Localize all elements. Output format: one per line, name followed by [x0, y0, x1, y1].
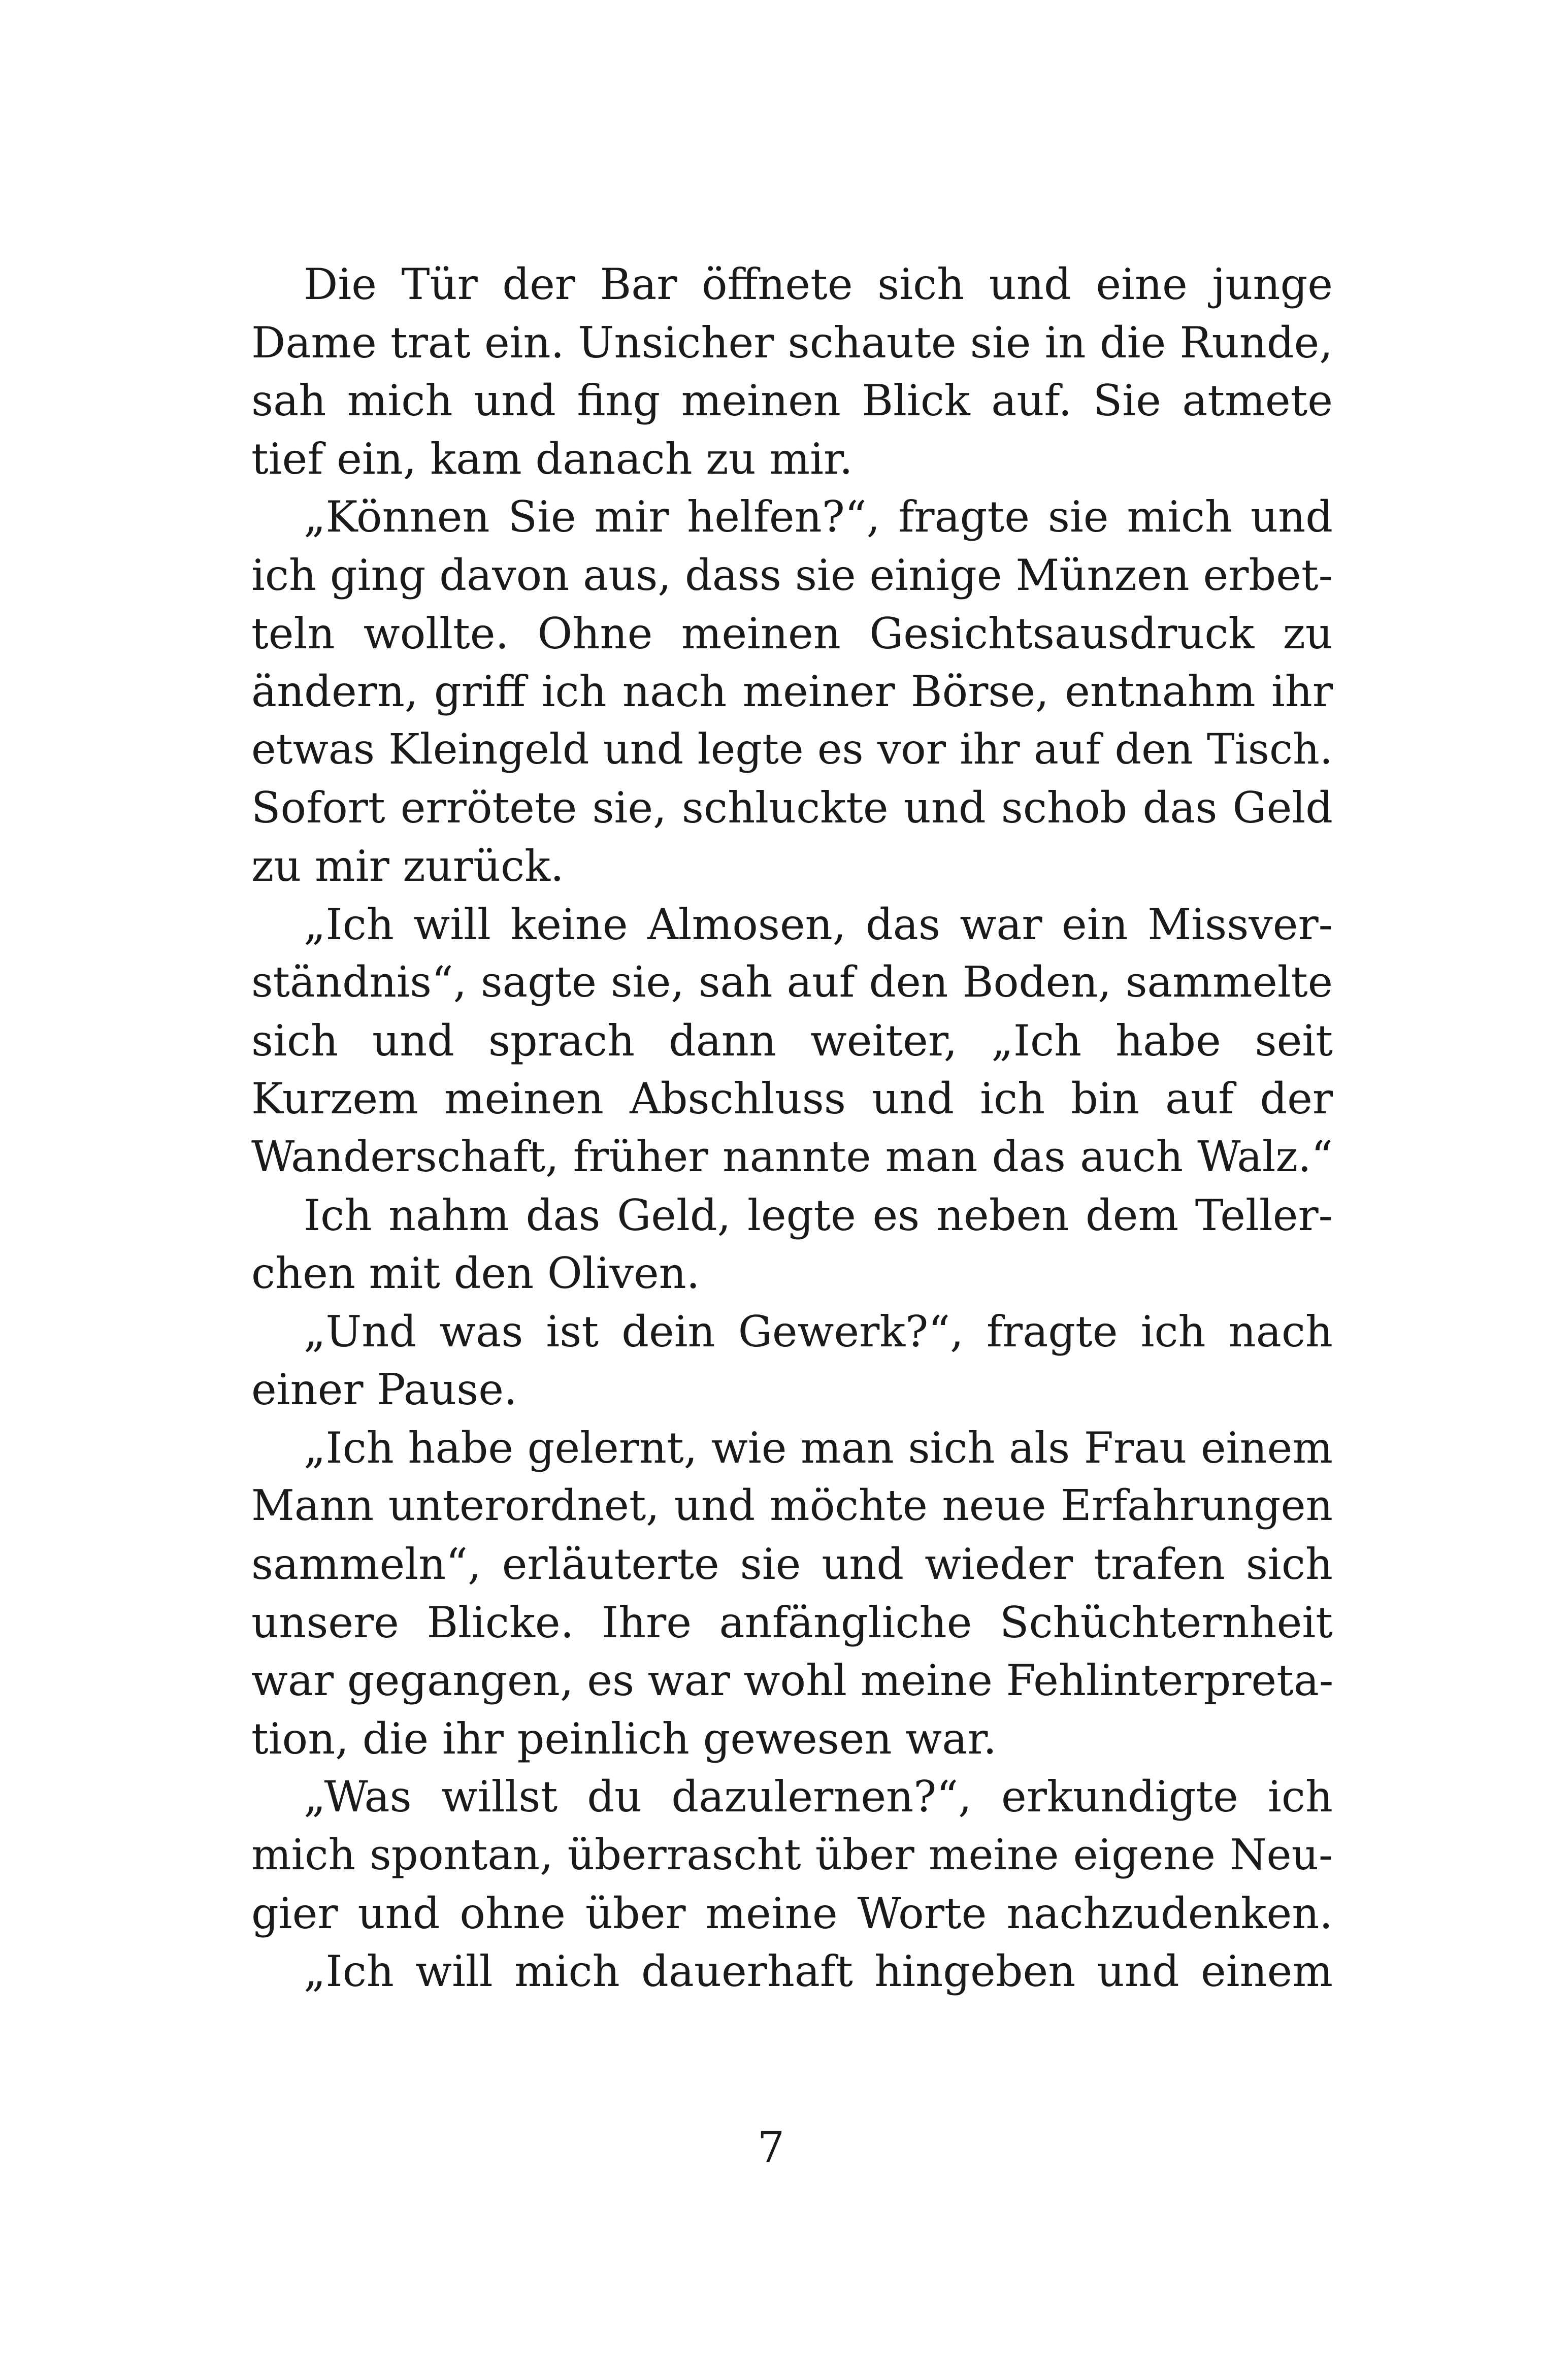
text-line: tion, die ihr peinlich gewesen war.: [251, 1713, 997, 1764]
text-line: „Ich habe gelernt, wie man sich als Frau einem: [304, 1423, 1333, 1473]
text-line: „Was willst du dazulernen?“, erkundigte ich: [304, 1772, 1333, 1822]
text-line: sah mich und fing meinen Blick auf. Sie atmete: [251, 376, 1333, 426]
text-line: „Ich will mich dauerhaft hingeben und einem: [304, 1946, 1333, 1997]
text-line: zu mir zurück.: [251, 841, 564, 891]
text-line: mich spontan, überrascht über meine eigene Neu-: [251, 1830, 1333, 1880]
body-text: [251, 255, 1333, 2001]
text-line: gier und ohne über meine Worte nachzudenken.: [251, 1888, 1333, 1938]
text-line: ich ging davon aus, dass sie einige Münzen erbet-: [251, 550, 1333, 600]
page-number: 7: [757, 2123, 785, 2172]
text-line: Dame trat ein. Unsicher schaute sie in die Runde,: [251, 317, 1333, 368]
text-line: „Können Sie mir helfen?“, fragte sie mich und: [304, 492, 1333, 542]
text-line: Sofort errötete sie, schluckte und schob das Geld: [251, 783, 1333, 833]
text-line: sammeln“, erläuterte sie und wieder trafen sich: [251, 1539, 1333, 1590]
text-line: etwas Kleingeld und legte es vor ihr auf den Tisch.: [251, 725, 1333, 774]
text-line: „Ich will keine Almosen, das war ein Missver-: [304, 899, 1333, 949]
text-line: Ich nahm das Geld, legte es neben dem Teller-: [304, 1190, 1333, 1240]
text-line: unsere Blicke. Ihre anfängliche Schüchternheit: [251, 1597, 1333, 1647]
text-line: tief ein, kam danach zu mir.: [251, 434, 853, 484]
text-line: Mann unterordnet, und möchte neue Erfahrungen: [251, 1481, 1333, 1531]
text-line: sich und sprach dann weiter, „Ich habe seit: [251, 1015, 1333, 1066]
text-line: Wanderschaft, früher nannte man das auch Walz.“: [251, 1132, 1333, 1181]
text-line: ständnis“, sagte sie, sah auf den Boden, sammelte: [251, 957, 1333, 1007]
text-line: chen mit den Oliven.: [251, 1248, 700, 1299]
text-line: teln wollte. Ohne meinen Gesichtsausdruck zu: [251, 608, 1333, 658]
text-line: Die Tür der Bar öffnete sich und eine junge: [304, 259, 1333, 309]
text-line: „Und was ist dein Gewerk?“, fragte ich nach: [304, 1306, 1333, 1357]
text-line: war gegangen, es war wohl meine Fehlinterpreta-: [251, 1656, 1334, 1706]
text-line: einer Pause.: [251, 1365, 517, 1415]
text-line: Kurzem meinen Abschluss und ich bin auf der: [251, 1074, 1333, 1124]
text-line: ändern, griff ich nach meiner Börse, entnahm ihr: [251, 667, 1333, 717]
